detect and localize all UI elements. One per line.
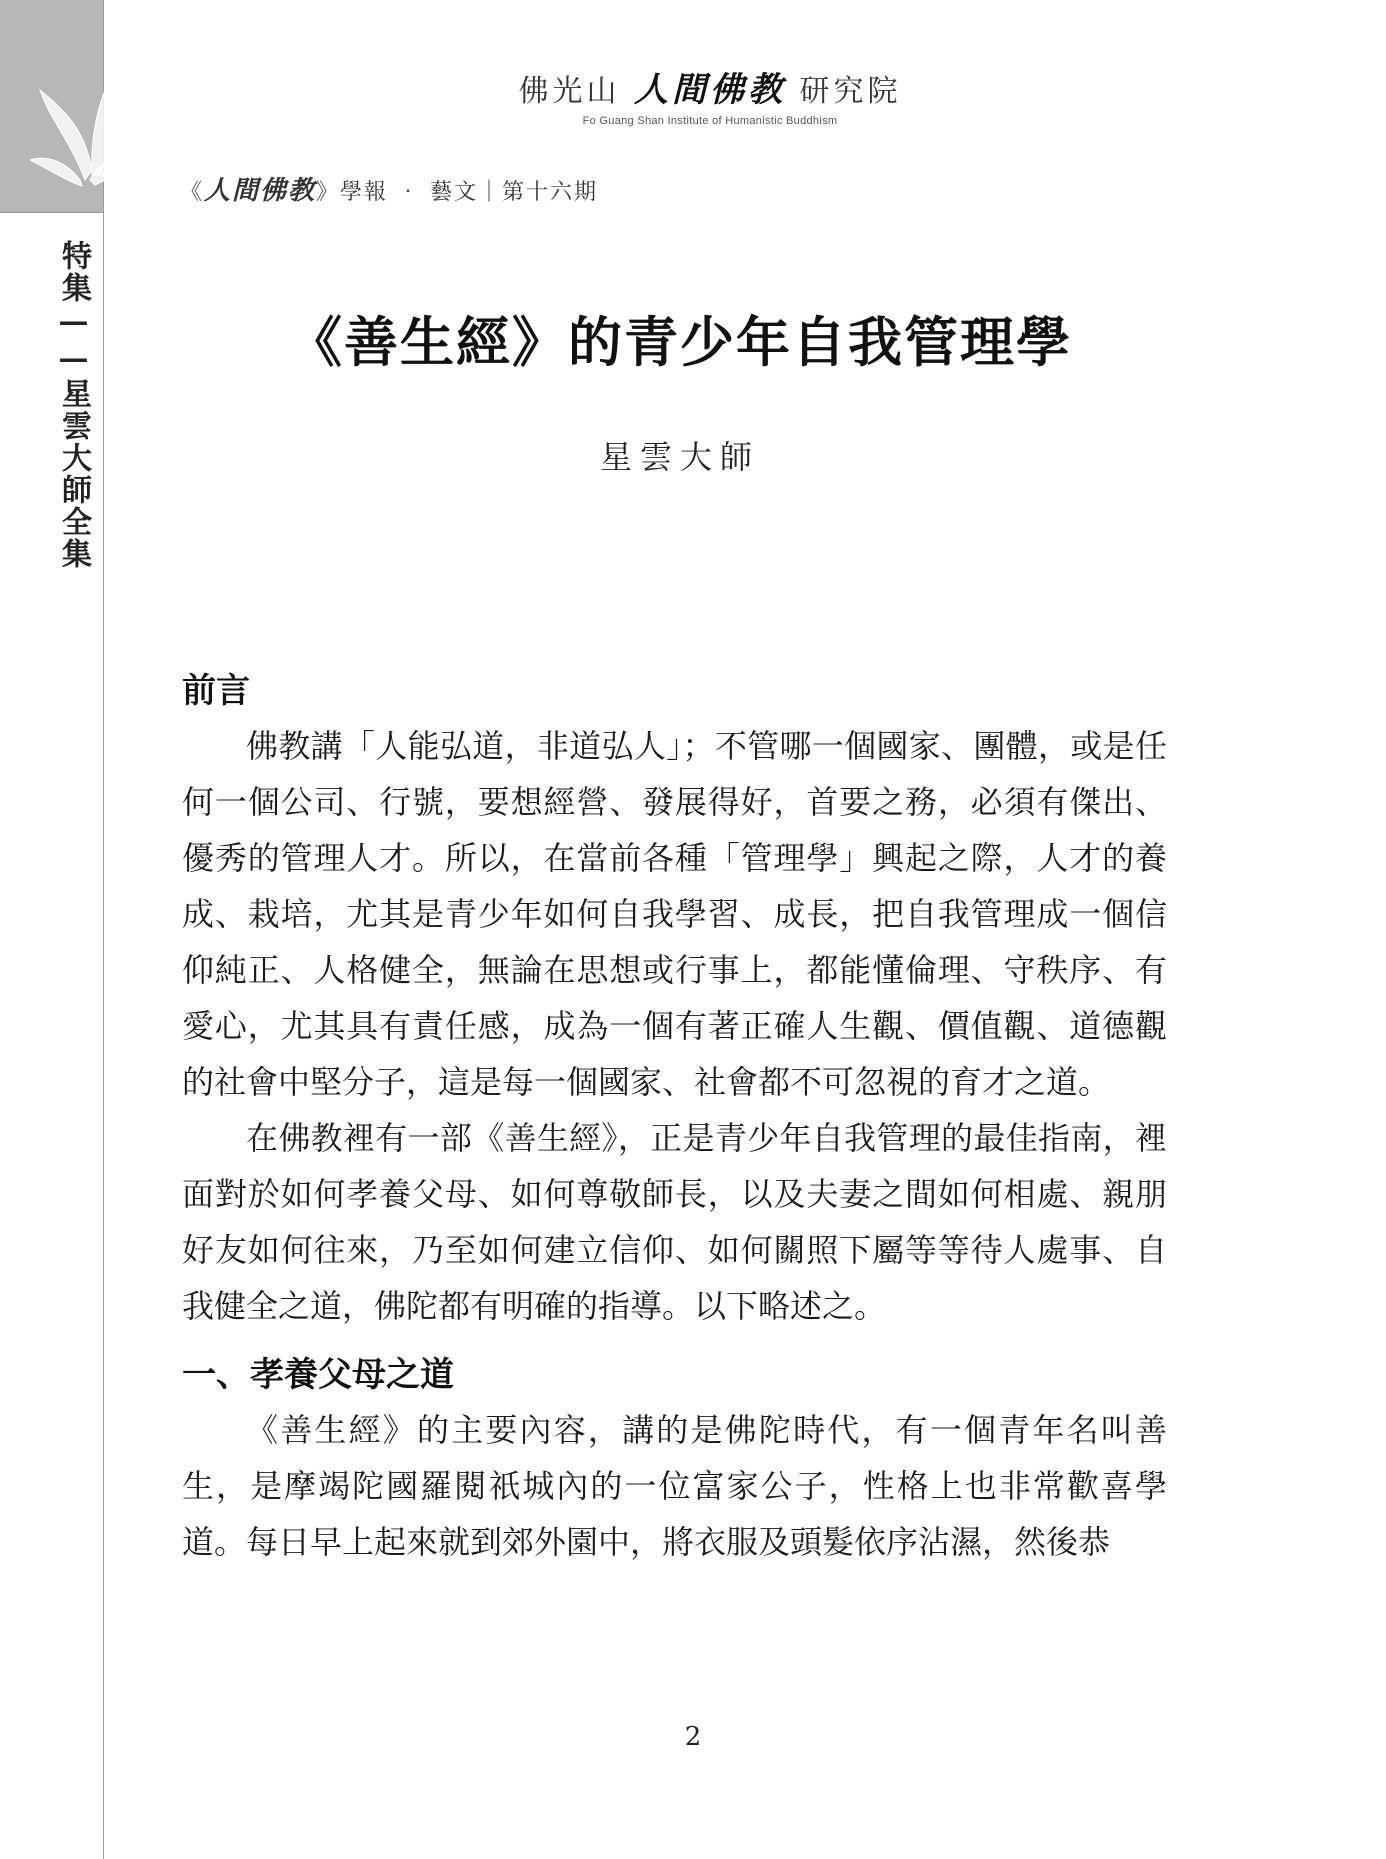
section-heading-intro: 前言 <box>182 671 250 711</box>
institute-name-en: Fo Guang Shan Institute of Humanistic Buddhism <box>582 115 838 127</box>
paragraph: 在佛教裡有一部《善生經》，正是青少年自我管理的最佳指南，裡面對於如何孝養父母、如何尊敬師長，以及夫妻之間如何相處、親朋好友如何往來，乃至如何建立信仰、如何關照下屬等等待人處事、自我健全之道，佛陀都有明確的指導。以下略述之。 <box>182 1119 1167 1325</box>
article-author: 星雲大師 <box>599 438 760 476</box>
side-divider <box>103 0 104 1859</box>
institute-header <box>480 62 940 127</box>
lotus-icon <box>30 30 200 200</box>
corner-divider <box>0 212 104 213</box>
section-heading-1: 一、孝養父母之道 <box>182 1355 454 1395</box>
article-title: 《善生經》的青少年自我管理學 <box>288 310 1072 374</box>
side-title: 特集——星雲大師全集 <box>56 240 91 570</box>
paragraph: 《善生經》的主要內容，講的是佛陀時代，有一個青年名叫善生，是摩竭陀國羅閱祇城內的一位富家公子，性格上也非常歡喜學道。每日早上起來就到郊外園中，將衣服及頭髮依序沾濕，然後恭 <box>182 1411 1167 1561</box>
article-body <box>182 664 1167 1570</box>
institute-name-suffix: 研究院 <box>799 74 902 109</box>
journal-info <box>180 170 598 207</box>
institute-name <box>480 62 940 111</box>
journal-issue: 》學報 ‧ 藝文｜第十六期 <box>316 180 599 205</box>
institute-name-prefix: 佛光山 <box>518 74 621 109</box>
page-number: 2 <box>684 1722 702 1752</box>
paragraph: 佛教講「人能弘道，非道弘人」；不管哪一個國家、團體，或是任何一個公司、行號，要想經營、發展得好，首要之務，必須有傑出、優秀的管理人才。所以，在當前各種「管理學」興起之際，人才的養成、栽培，尤其是青少年如何自我學習、成長，把自我管理成一個信仰純正、人格健全，無論在思想或行事上，都能懂倫理、守秩序、有愛心，尤其具有責任感，成為一個有著正確人生觀、價值觀、道德觀的社會中堅分子，這是每一個國家、社會都不可忽視的育才之道。 <box>182 727 1167 1101</box>
institute-brand: 人間佛教 <box>634 70 786 110</box>
journal-brand: 人間佛教 <box>204 176 317 206</box>
side-bar <box>0 0 104 1859</box>
journal-open-bracket: 《 <box>180 180 205 205</box>
